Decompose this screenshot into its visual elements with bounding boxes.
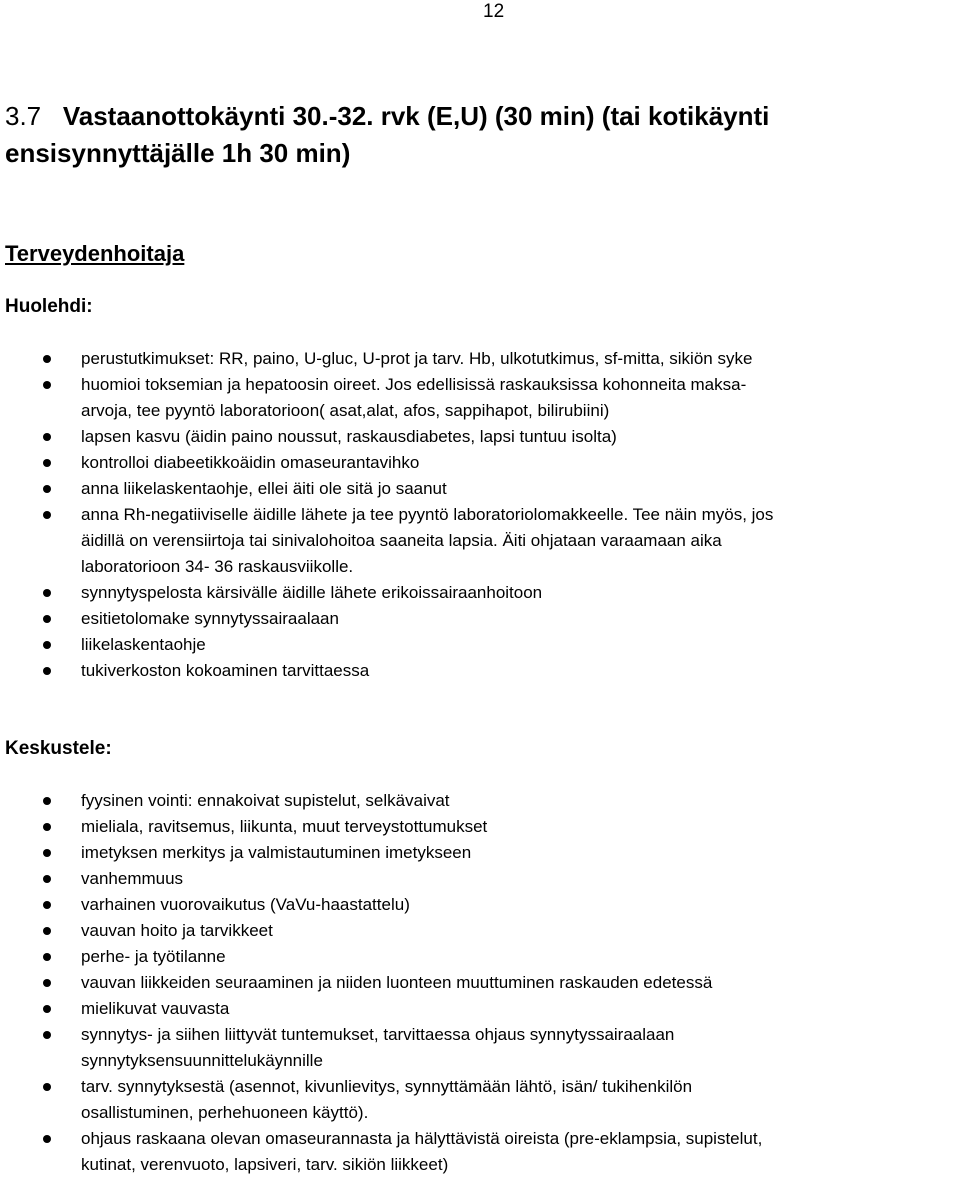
bullet-icon xyxy=(43,797,51,805)
list-item-text: liikelaskentaohje xyxy=(81,635,206,654)
bullet-icon xyxy=(43,849,51,857)
bullet-icon xyxy=(43,641,51,649)
section-number: 3.7 xyxy=(5,101,42,131)
list-item-text: tukiverkoston kokoaminen tarvittaessa xyxy=(81,661,370,680)
bullet-icon xyxy=(43,1005,51,1013)
list-item-text: perhe- ja työtilanne xyxy=(81,947,226,966)
list-item xyxy=(0,1074,955,1126)
list-item-text: perustutkimukset: RR, paino, U-gluc, U-prot ja tarv. Hb, ulkotutkimus, sf-mitta, sikiön syke xyxy=(81,349,753,368)
list-item-text: synnytyspelosta kärsivälle äidille lähete erikoissairaanhoitoon xyxy=(81,583,543,602)
list-item-text: lapsen kasvu (äidin paino noussut, raskausdiabetes, lapsi tuntuu isolta) xyxy=(81,427,617,446)
bullet-icon xyxy=(43,1031,51,1039)
list-item-text: varhainen vuorovaikutus (VaVu-haastattelu) xyxy=(81,895,410,914)
section-heading xyxy=(5,98,769,172)
bullet-icon xyxy=(43,511,51,519)
keskustele-label: Keskustele: xyxy=(5,738,112,759)
list-item xyxy=(0,918,955,944)
bullet-icon xyxy=(43,355,51,363)
list-item xyxy=(0,866,955,892)
list-item xyxy=(0,788,955,814)
list-item xyxy=(0,1126,955,1178)
list-item-text: laboratorioon 34- 36 raskausviikolle. xyxy=(81,557,354,576)
bullet-icon xyxy=(43,823,51,831)
list-item xyxy=(0,892,955,918)
list-item xyxy=(0,346,955,372)
list-item xyxy=(0,996,955,1022)
list-item xyxy=(0,970,955,996)
bullet-icon xyxy=(43,1135,51,1143)
list-item-text: arvoja, tee pyyntö laboratorioon( asat,alat, afos, sappihapot, bilirubiini) xyxy=(81,401,610,420)
role-heading: Terveydenhoitaja xyxy=(5,241,185,266)
bullet-icon xyxy=(43,1083,51,1091)
list-item-text: mielikuvat vauvasta xyxy=(81,999,230,1018)
list-item-text: imetyksen merkitys ja valmistautuminen imetykseen xyxy=(81,843,472,862)
list-item xyxy=(0,372,955,424)
list-item xyxy=(0,632,955,658)
list-item-text: tarv. synnytyksestä (asennot, kivunlievitys, synnyttämään lähtö, isän/ tukihenkilön xyxy=(81,1077,693,1096)
section-title-line-2: ensisynnyttäjälle 1h 30 min) xyxy=(5,138,351,168)
list-item xyxy=(0,814,955,840)
bullet-icon xyxy=(43,485,51,493)
list-item-text: osallistuminen, perhehuoneen käyttö). xyxy=(81,1103,369,1122)
list-item-text: synnytys- ja siihen liittyvät tuntemukset, tarvittaessa ohjaus synnytyssairaalaan xyxy=(81,1025,675,1044)
list-item-text: mieliala, ravitsemus, liikunta, muut terveystottumukset xyxy=(81,817,488,836)
list-item-text: esitietolomake synnytyssairaalaan xyxy=(81,609,339,628)
bullet-icon xyxy=(43,381,51,389)
list-item xyxy=(0,944,955,970)
list-item-text: vauvan hoito ja tarvikkeet xyxy=(81,921,273,940)
list-item-text: synnytyksensuunnittelukäynnille xyxy=(81,1051,323,1070)
list-item-text: vanhemmuus xyxy=(81,869,184,888)
list-item-text: anna liikelaskentaohje, ellei äiti ole sitä jo saanut xyxy=(81,479,447,498)
list-item xyxy=(0,1022,955,1074)
list-item-text: fyysinen vointi: ennakoivat supistelut, selkävaivat xyxy=(81,791,450,810)
bullet-icon xyxy=(43,615,51,623)
bullet-icon xyxy=(43,875,51,883)
bullet-icon xyxy=(43,901,51,909)
bullet-icon xyxy=(43,979,51,987)
list-item xyxy=(0,424,955,450)
list-item-text: äidillä on verensiirtoja tai sinivalohoitoa saaneita lapsia. Äiti ohjataan varaamaan aika xyxy=(81,531,722,550)
list-item xyxy=(0,606,955,632)
bullet-icon xyxy=(43,667,51,675)
list-item-text: kutinat, verenvuoto, lapsiveri, tarv. sikiön liikkeet) xyxy=(81,1155,449,1174)
list-item xyxy=(0,450,955,476)
keskustele-list xyxy=(0,788,955,1178)
list-item xyxy=(0,840,955,866)
list-item-text: huomioi toksemian ja hepatoosin oireet. Jos edellisissä raskauksissa kohonneita maksa- xyxy=(81,375,747,394)
bullet-icon xyxy=(43,589,51,597)
list-item xyxy=(0,476,955,502)
list-item-text: vauvan liikkeiden seuraaminen ja niiden luonteen muuttuminen raskauden edetessä xyxy=(81,973,713,992)
list-item-text: kontrolloi diabeetikkoäidin omaseurantavihko xyxy=(81,453,420,472)
page-number: 12 xyxy=(483,1,505,22)
huolehdi-list xyxy=(0,346,955,684)
section-title-line-1: Vastaanottokäynti 30.-32. rvk (E,U) (30 min) (tai kotikäynti xyxy=(62,101,770,131)
list-item xyxy=(0,502,955,580)
list-item-text: anna Rh-negatiiviselle äidille lähete ja tee pyyntö laboratoriolomakkeelle. Tee näin myös, jos xyxy=(81,505,774,524)
bullet-icon xyxy=(43,433,51,441)
list-item-text: ohjaus raskaana olevan omaseurannasta ja hälyttävistä oireista (pre-eklampsia, supistelut, xyxy=(81,1129,763,1148)
bullet-icon xyxy=(43,927,51,935)
list-item xyxy=(0,658,955,684)
bullet-icon xyxy=(43,459,51,467)
list-item xyxy=(0,580,955,606)
huolehdi-label: Huolehdi: xyxy=(5,296,93,317)
bullet-icon xyxy=(43,953,51,961)
